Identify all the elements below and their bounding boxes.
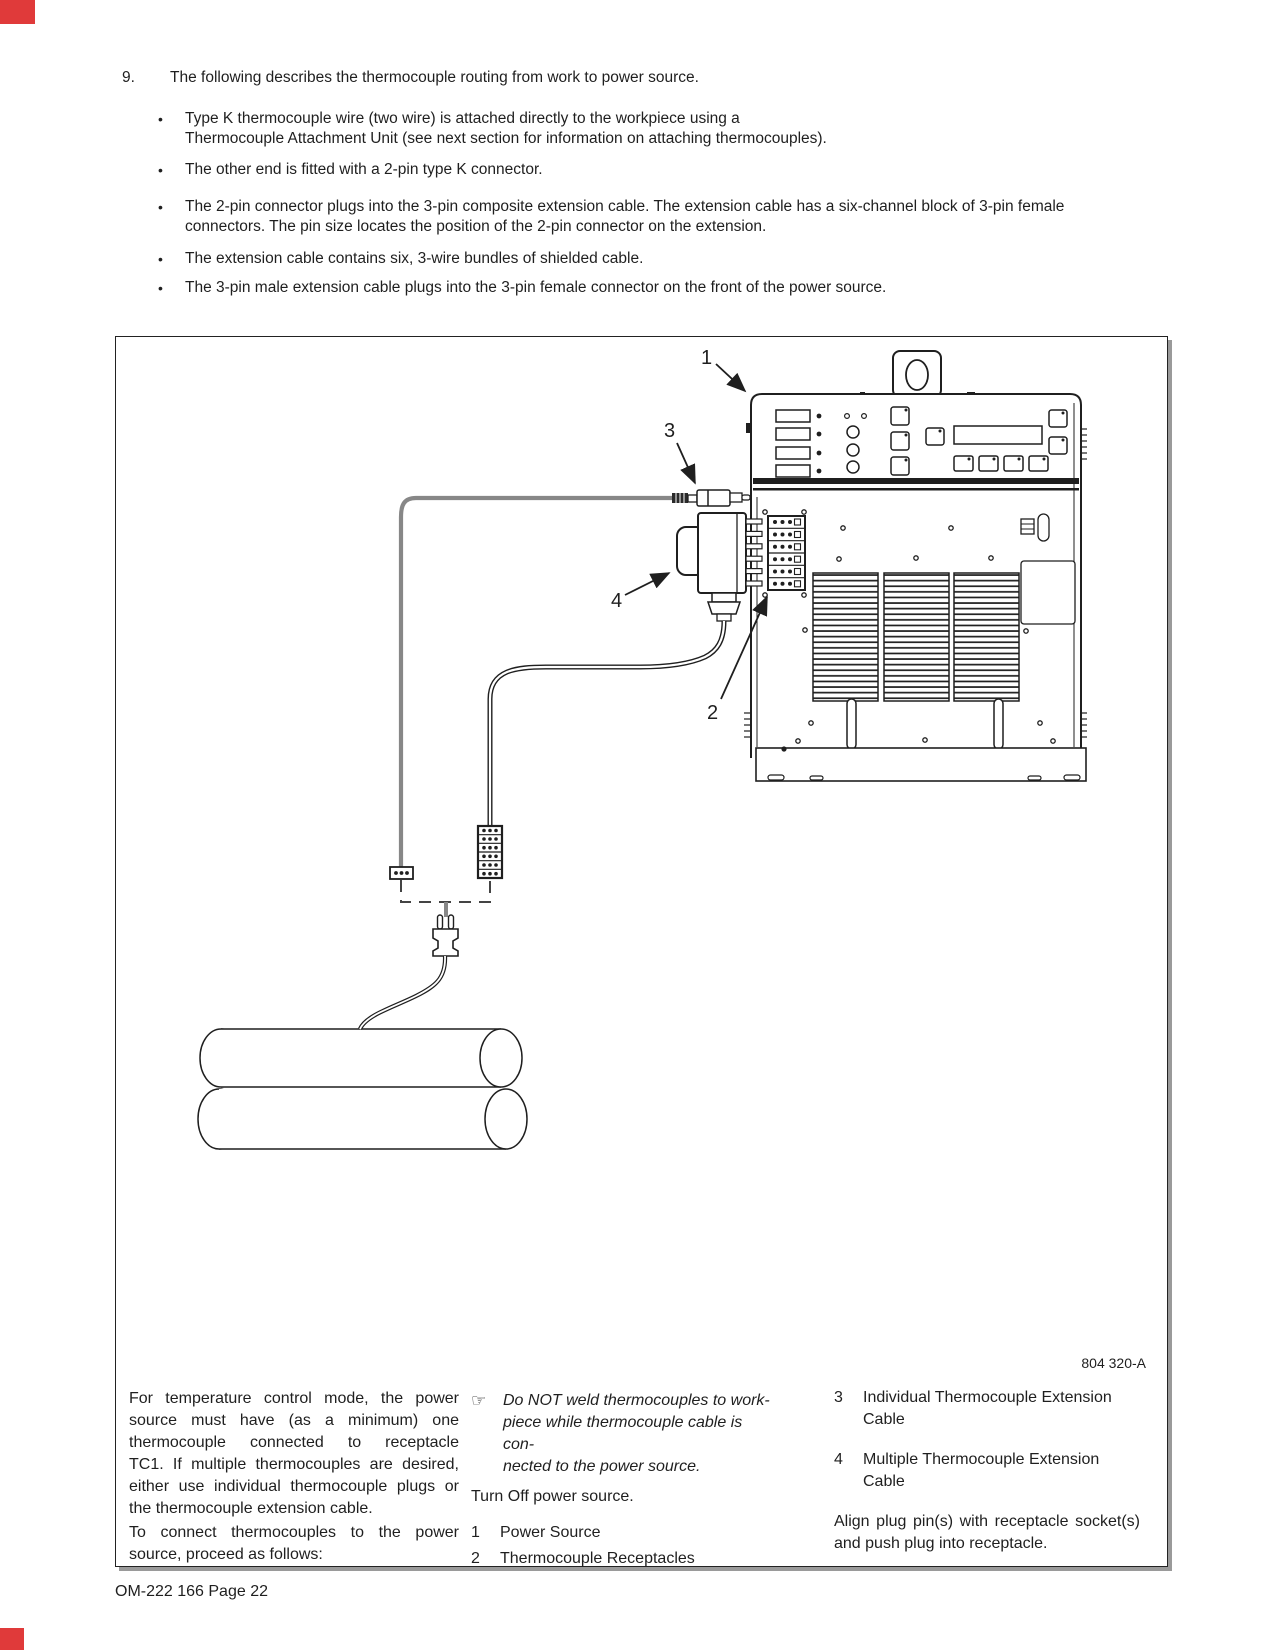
bullet-line: connectors. The pin size locates the position of the 2-pin connector on the extension. xyxy=(185,218,767,235)
legend-number: 4 xyxy=(834,1451,843,1468)
note-right-column xyxy=(834,1387,1150,1555)
note-left-column xyxy=(129,1388,459,1566)
turn-off-instruction: Turn Off power source. xyxy=(471,1488,634,1505)
thermocouple-routing-diagram xyxy=(116,337,1167,1566)
legend-label: Individual Thermocouple Extension xyxy=(863,1389,1112,1406)
legend-label: Cable xyxy=(863,1411,905,1428)
bullet-item xyxy=(158,249,643,269)
legend-item-2 xyxy=(471,1548,771,1570)
bullet-line: The other end is fitted with a 2-pin type K connector. xyxy=(185,161,543,178)
bullet-icon: • xyxy=(158,162,163,178)
bullet-icon: • xyxy=(158,111,163,127)
legend-label: Thermocouple Receptacles xyxy=(500,1550,695,1567)
legend-label: Cable xyxy=(863,1473,905,1490)
bullet-line: The 2-pin connector plugs into the 3-pin composite extension cable. The extension cable has a six-channel block of 3-pin female xyxy=(185,198,1065,215)
legend-item-4 xyxy=(834,1449,1150,1493)
paragraph-line: To connect thermocouples to the power xyxy=(129,1524,459,1541)
paragraph-line: For temperature control mode, the power xyxy=(129,1390,459,1407)
paragraph-line: either use individual thermocouple plugs or xyxy=(129,1478,459,1495)
callout-2-label: 2 xyxy=(707,702,719,724)
thermocouple-wire xyxy=(360,956,445,1029)
individual-cable-connector xyxy=(390,867,413,879)
thermocouple-receptacles xyxy=(768,516,805,590)
note-line: piece while thermocouple cable is con- xyxy=(503,1414,743,1453)
bullet-item xyxy=(158,278,886,298)
callout-4-label: 4 xyxy=(611,590,623,612)
legend-number: 1 xyxy=(471,1524,480,1541)
six-channel-block xyxy=(478,826,502,878)
bullet-item xyxy=(158,160,543,180)
workpiece-pipes xyxy=(198,1029,527,1149)
scan-mark-top-left xyxy=(0,0,35,24)
legend-label: Multiple Thermocouple Extension xyxy=(863,1451,1100,1468)
legend-number: 3 xyxy=(834,1389,843,1406)
bullet-item xyxy=(158,109,827,149)
numbered-item-9 xyxy=(122,68,699,88)
legend-item-1 xyxy=(471,1522,771,1544)
page-footer: OM-222 166 Page 22 xyxy=(115,1583,268,1600)
bullet-line: Type K thermocouple wire (two wire) is attached directly to the workpiece using a xyxy=(185,110,740,127)
item-text: The following describes the thermocouple routing from work to power source. xyxy=(170,69,699,86)
individual-cable-plug xyxy=(672,490,750,506)
dashed-junction-lines xyxy=(401,879,490,902)
bullet-line: The 3-pin male extension cable plugs into the 3-pin female connector on the front of the power source. xyxy=(185,279,887,296)
item-number: 9. xyxy=(122,69,135,86)
paragraph-line: source must have (as a minimum) one xyxy=(129,1412,459,1429)
bullet-line: Thermocouple Attachment Unit (see next section for information on attaching thermocouples). xyxy=(185,130,827,147)
align-instruction-line: and push plug into receptacle. xyxy=(834,1535,1048,1552)
bullet-icon: • xyxy=(158,251,163,267)
figure-box xyxy=(115,336,1168,1567)
type-k-plug xyxy=(433,915,458,956)
bullet-icon: • xyxy=(158,199,163,215)
note-line: nected to the power source. xyxy=(503,1458,701,1475)
bullet-item xyxy=(158,197,1064,237)
callout-1-label: 1 xyxy=(701,347,713,369)
bullet-icon: • xyxy=(158,280,163,296)
legend-number: 2 xyxy=(471,1550,480,1567)
align-instruction-line: Align plug pin(s) with receptacle socket(s) xyxy=(834,1513,1140,1530)
legend-item-3 xyxy=(834,1387,1150,1431)
power-source-drawing xyxy=(744,351,1087,781)
multiple-extension-cable xyxy=(478,513,762,878)
callout-3-label: 3 xyxy=(664,420,676,442)
bullet-line: The extension cable contains six, 3-wire bundles of shielded cable. xyxy=(185,250,644,267)
legend-label: Power Source xyxy=(500,1524,601,1541)
paragraph-line: TC1. If multiple thermocouples are desired, xyxy=(129,1456,459,1473)
scan-mark-bottom-left xyxy=(0,1628,24,1650)
paragraph-line: thermocouple connected to receptacle xyxy=(129,1434,459,1451)
pointing-hand-icon: ☞ xyxy=(471,1391,487,1411)
paragraph-line: the thermocouple extension cable. xyxy=(129,1500,373,1517)
note-middle-column xyxy=(471,1390,771,1570)
figure-ref-number: 804 320-A xyxy=(1081,1355,1146,1371)
individual-extension-cable xyxy=(401,498,674,868)
note-line: Do NOT weld thermocouples to work- xyxy=(503,1392,770,1409)
paragraph-line: source, proceed as follows: xyxy=(129,1546,323,1563)
